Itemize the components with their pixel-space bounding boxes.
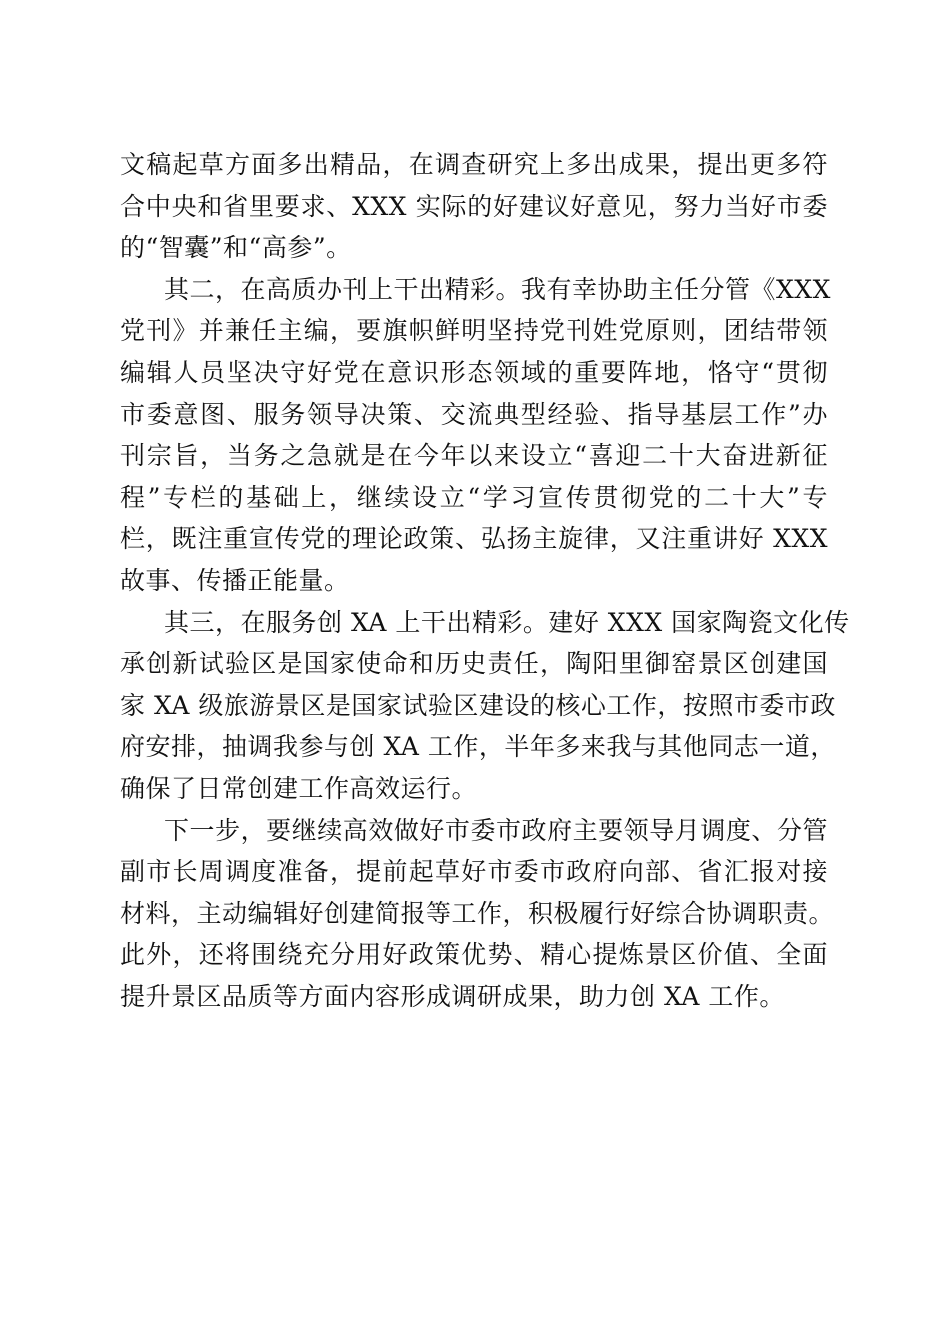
text-line: 合中央和省里要求、XXX 实际的好建议好意见，努力当好市委 [120,191,828,221]
text-line: 副市长周调度准备，提前起草好市委市政府向部、省汇报对接 [120,857,828,887]
text-line: 下一步，要继续高效做好市委市政府主要领导月调度、分管 [164,815,828,845]
paragraph [120,144,828,269]
paragraph [120,269,831,602]
text-line: 确保了日常创建工作高效运行。 [120,773,478,803]
paragraph [120,602,850,810]
text-line: 文稿起草方面多出精品，在调查研究上多出成果，提出更多符 [120,150,828,179]
text-line: 承创新试验区是国家使命和历史责任，陶阳里御窑景区创建国 [120,649,828,679]
text-line: 家 XA 级旅游景区是国家试验区建设的核心工作，按照市委市政 [120,690,836,720]
text-line: 市委意图、服务领导决策、交流典型经验、指导基层工作”办 [120,399,828,429]
text-line: 刊宗旨，当务之急就是在今年以来设立“喜迎二十大奋进新征 [120,441,828,471]
text-line: 此外，还将围绕充分用好政策优势、精心提炼景区价值、全面 [120,940,828,970]
text-line: 故事、传播正能量。 [120,565,350,595]
document-body [120,144,850,1017]
text-line: 材料，主动编辑好创建简报等工作，积极履行好综合协调职责。 [120,898,835,928]
text-line: 栏，既注重宣传党的理论政策、弘扬主旋律，又注重讲好 XXX [120,524,828,554]
paragraph [120,810,835,1018]
text-line: 的“智囊”和“高参”。 [120,233,352,263]
text-line: 其三，在服务创 XA 上干出精彩。建好 XXX 国家陶瓷文化传 [164,607,850,637]
text-line: 提升景区品质等方面内容形成调研成果，助力创 XA 工作。 [120,981,785,1011]
text-line: 府安排，抽调我参与创 XA 工作，半年多来我与其他同志一道， [120,732,836,762]
text-line: 其二，在高质办刊上干出精彩。我有幸协助主任分管《XXX [164,274,831,304]
text-line: 编辑人员坚决守好党在意识形态领域的重要阵地，恪守“贯彻 [120,357,828,387]
text-line: 程”专栏的基础上，继续设立“学习宣传贯彻党的二十大”专 [120,482,828,512]
text-line: 党刊》并兼任主编，要旗帜鲜明坚持党刊姓党原则，团结带领 [120,316,828,346]
